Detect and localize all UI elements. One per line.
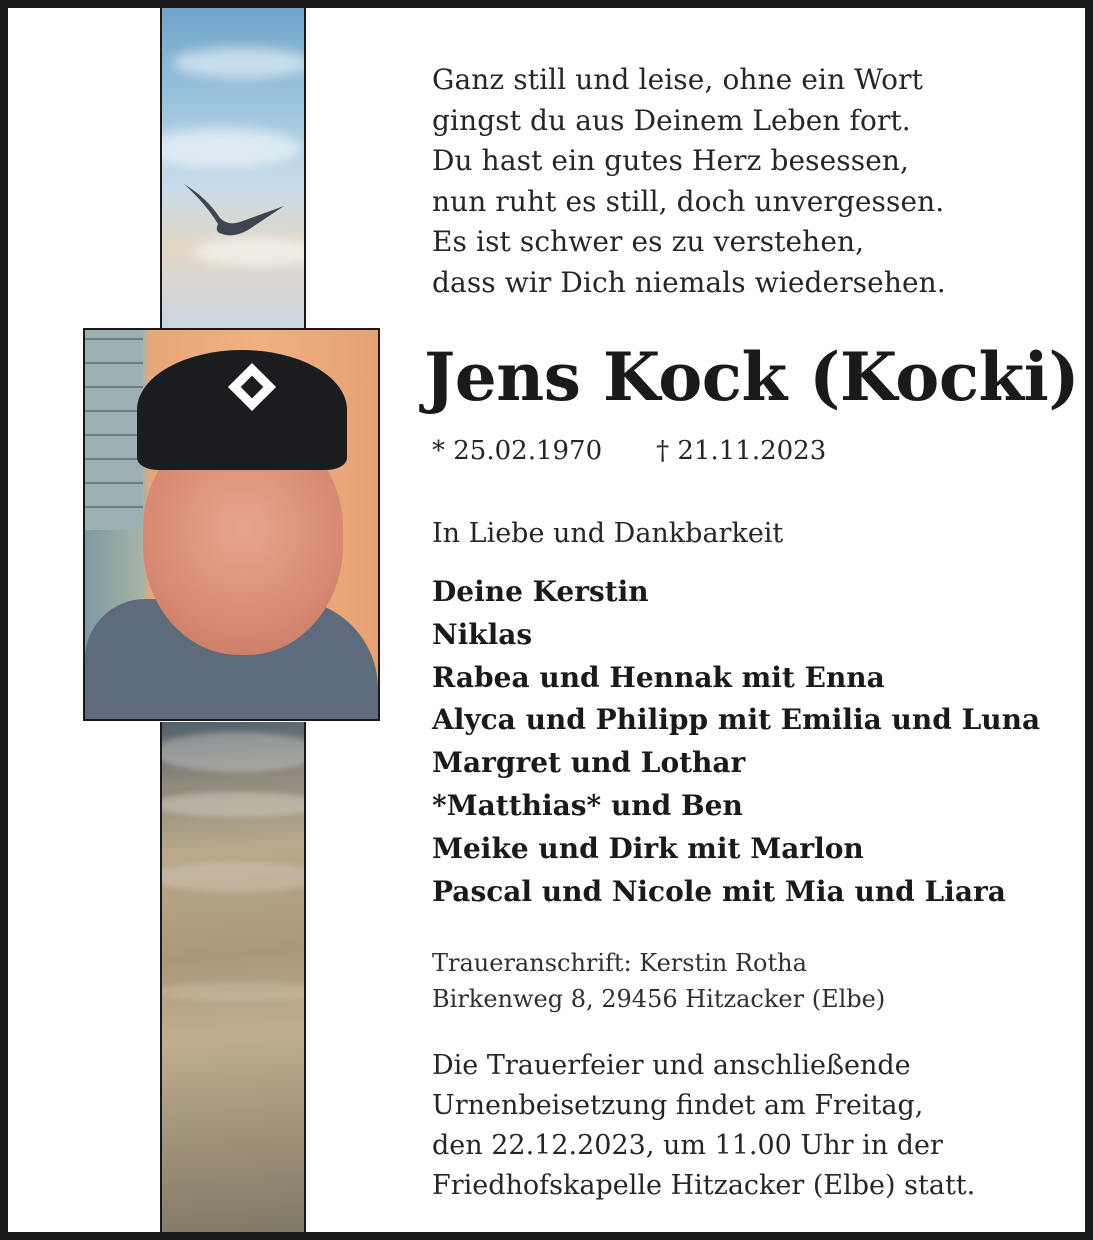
mourner-line: Margret und Lothar [432, 746, 746, 780]
seagull-icon [162, 8, 304, 330]
deceased-name: Jens Kock (Kocki) [424, 338, 1080, 416]
mourner-line: Rabea und Hennak mit Enna [432, 660, 885, 694]
mourner-line: Deine Kerstin [432, 575, 649, 608]
ceremony-line: Urnenbeisetzung findet am Freitag, [432, 1090, 924, 1121]
poem-line: nun ruht es still, doch unvergessen. [432, 184, 945, 218]
address-line: Birkenweg 8, 29456 Hitzacker (Elbe) [432, 985, 886, 1013]
mourners-list [432, 571, 1040, 913]
ceremony-line: den 22.12.2023, um 11.00 Uhr in der [432, 1130, 943, 1161]
life-dates [432, 436, 826, 466]
mourning-address [432, 945, 885, 1017]
mourner-line: Alyca und Philipp mit Emilia und Luna [432, 703, 1041, 737]
poem-line: Ganz still und leise, ohne ein Wort [432, 63, 923, 96]
poem-line: Du hast ein gutes Herz besessen, [432, 144, 910, 177]
mourner-line: Pascal und Nicole mit Mia und Liara [432, 874, 1006, 908]
poem-line: gingst du aus Deinem Leben fort. [432, 103, 911, 137]
address-line: Traueranschrift: Kerstin Rotha [432, 949, 807, 977]
mourner-line: *Matthias* und Ben [432, 788, 743, 822]
beach-image [160, 722, 306, 1240]
death-date: † 21.11.2023 [656, 436, 827, 466]
ceremony-line: Friedhofskapelle Hitzacker (Elbe) statt. [432, 1170, 976, 1201]
portrait-photo [83, 328, 380, 721]
ceremony-line: Die Trauerfeier und anschließende [432, 1050, 911, 1081]
ceremony-info [432, 1046, 975, 1206]
poem [432, 60, 946, 303]
sky-image [160, 8, 306, 330]
birth-date: * 25.02.1970 [432, 436, 603, 466]
mourner-line: Niklas [432, 617, 533, 651]
mourner-line: Meike und Dirk mit Marlon [432, 831, 864, 865]
intro-text: In Liebe und Dankbarkeit [432, 518, 784, 549]
poem-line: Es ist schwer es zu verstehen, [432, 225, 865, 258]
poem-line: dass wir Dich niemals wiedersehen. [432, 265, 946, 299]
